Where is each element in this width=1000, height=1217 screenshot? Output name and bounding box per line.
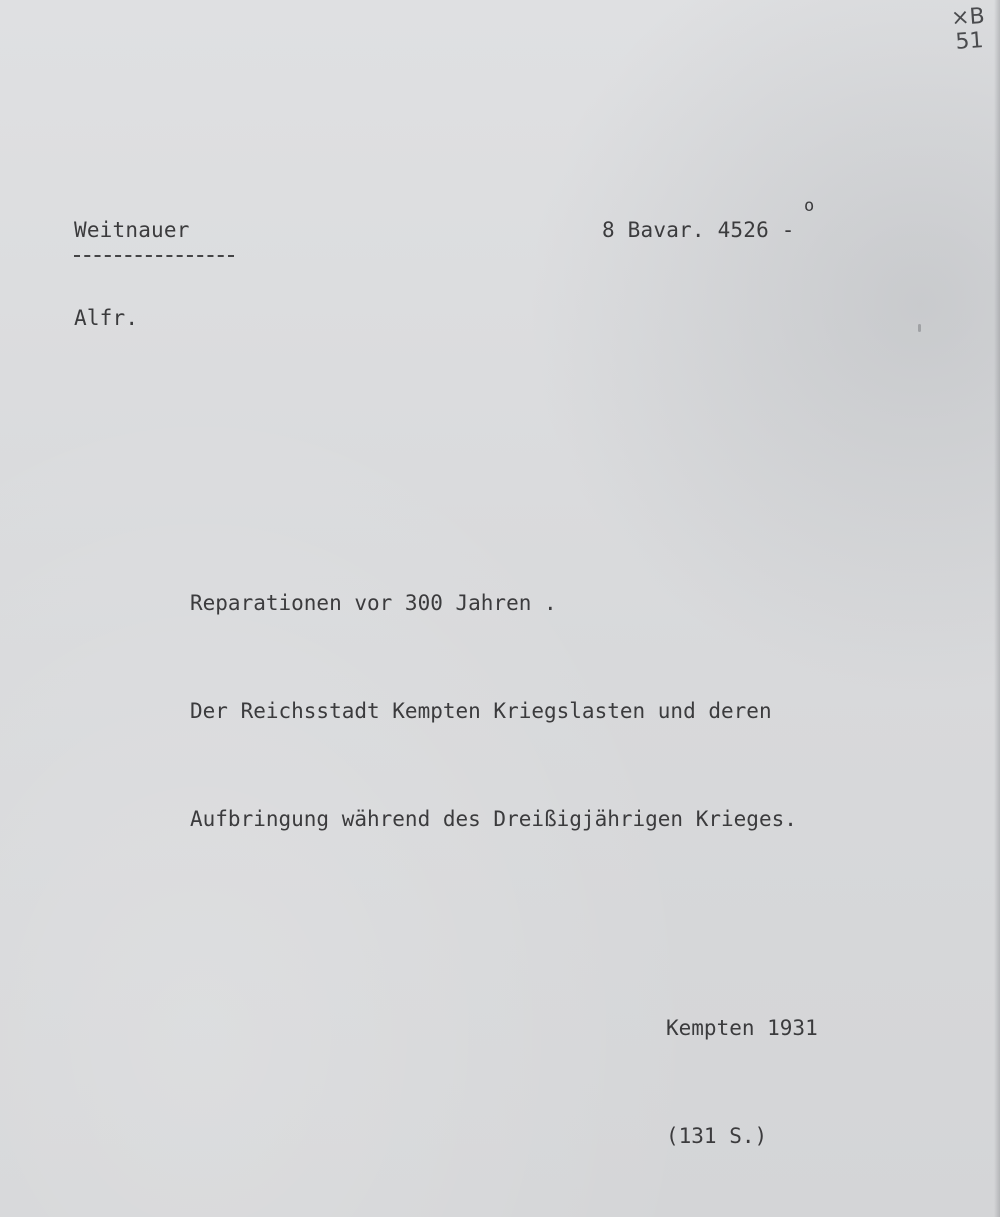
shelfmark-line-1: ×B [950, 3, 986, 32]
paper-speck [918, 324, 921, 332]
handwritten-shelfmark [950, 5, 987, 55]
imprint-place-year: Kempten 1931 [666, 1016, 818, 1040]
imprint-block [666, 938, 818, 1217]
title-line-1: Reparationen vor 300 Jahren . [190, 591, 557, 615]
signature-superscript: o [804, 196, 815, 216]
author-surname: Weitnauer [74, 218, 190, 242]
card-edge-shadow [994, 0, 1000, 1217]
author-underline [74, 255, 234, 257]
author-firstname: Alfr. [74, 306, 139, 330]
title-line-3: Aufbringung während des Dreißigjährigen Krieges. [190, 807, 797, 831]
title-line-2: Der Reichsstadt Kempten Kriegslasten und deren [190, 699, 772, 723]
imprint-pages: (131 S.) [666, 1124, 768, 1148]
call-number: 8 Bavar. 4526 - [602, 218, 795, 242]
title-block [190, 513, 797, 909]
shelfmark-line-2: 51 [954, 28, 985, 55]
